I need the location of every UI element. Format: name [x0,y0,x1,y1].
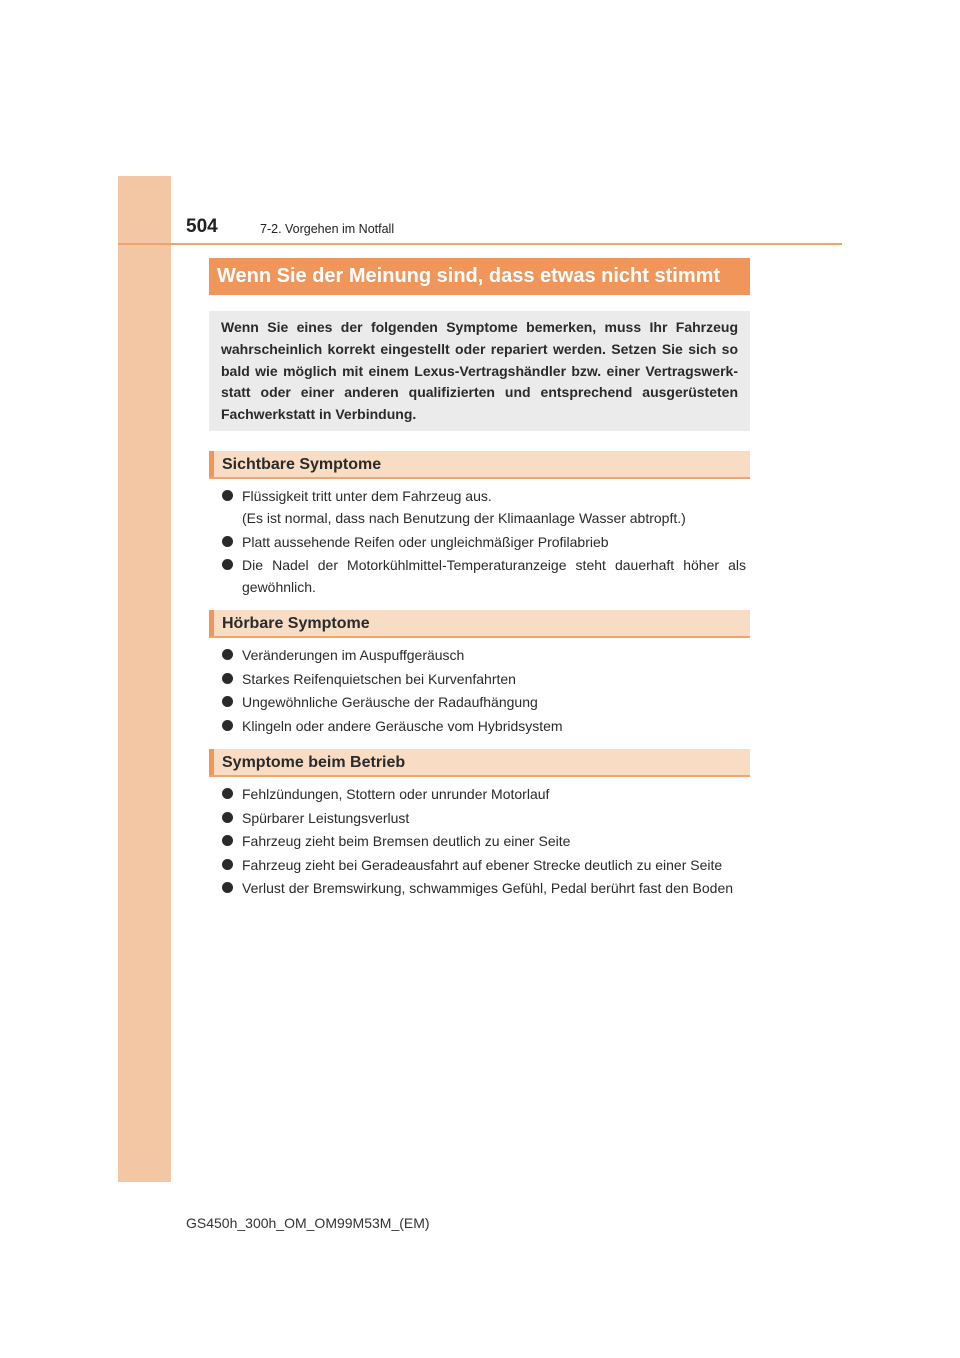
list-item: Fehlzündungen, Stottern oder unrunder Motorlauf [222,783,746,805]
list-item: Spürbarer Leistungsverlust [222,807,746,829]
list-item: Die Nadel der Motorkühlmittel-Temperaturanzeige steht dauerhaft höher als gewöhnlich. [222,554,746,598]
bullet-icon [222,673,233,684]
list-item: Ungewöhnliche Geräusche der Radaufhängung [222,691,746,713]
bullet-icon [222,490,233,501]
main-heading: Wenn Sie der Meinung sind, dass etwas nicht stimmt [209,258,750,295]
bullet-icon [222,649,233,660]
bullet-icon [222,559,233,570]
bullet-icon [222,536,233,547]
list-item: Starkes Reifenquietschen bei Kurvenfahrten [222,668,746,690]
list-item: Klingeln oder andere Geräusche vom Hybridsystem [222,715,746,737]
bullet-icon [222,812,233,823]
bullet-icon [222,859,233,870]
bullet-icon [222,882,233,893]
subheading-visible-symptoms: Sichtbare Symptome [209,451,750,479]
bullet-icon [222,835,233,846]
chapter-sidebar-tab [118,176,171,1182]
page-number: 504 [186,216,218,237]
bullet-icon [222,788,233,799]
subheading-operating-symptoms: Symptome beim Betrieb [209,749,750,777]
bullet-icon [222,720,233,731]
subheading-audible-symptoms: Hörbare Symptome [209,610,750,638]
list-item: Verlust der Bremswirkung, schwammiges Gefühl, Pedal berührt fast den Boden [222,877,746,899]
footer-document-code: GS450h_300h_OM_OM99M53M_(EM) [186,1215,430,1231]
list-visible-symptoms [222,485,746,600]
section-title: 7-2. Vorgehen im Notfall [260,222,395,236]
bullet-icon [222,696,233,707]
list-operating-symptoms [222,783,746,901]
list-item: Veränderungen im Auspuffgeräusch [222,644,746,666]
list-item: Flüssigkeit tritt unter dem Fahrzeug aus. (Es ist normal, dass nach Benutzung der Klimaanlage Wasser abtropft.) [222,485,746,529]
intro-box: Wenn Sie eines der folgenden Symptome bemerken, muss Ihr Fahrzeug wahrscheinlich korrekt eingestellt oder repariert werden. Setzen Sie sich so bald wie möglich mit einem Lexus-Vertragshändler bzw. einer Vertragswerkstatt oder einer anderen qualifizierten und entsprechend ausgerüsteten Fachwerkstatt in Verbindung. [209,311,750,431]
header-divider [118,243,842,245]
list-audible-symptoms [222,644,746,738]
list-item: Fahrzeug zieht bei Geradeausfahrt auf ebener Strecke deutlich zu einer Seite [222,854,746,876]
list-item: Fahrzeug zieht beim Bremsen deutlich zu einer Seite [222,830,746,852]
list-item: Platt aussehende Reifen oder ungleichmäßiger Profilabrieb [222,531,746,553]
